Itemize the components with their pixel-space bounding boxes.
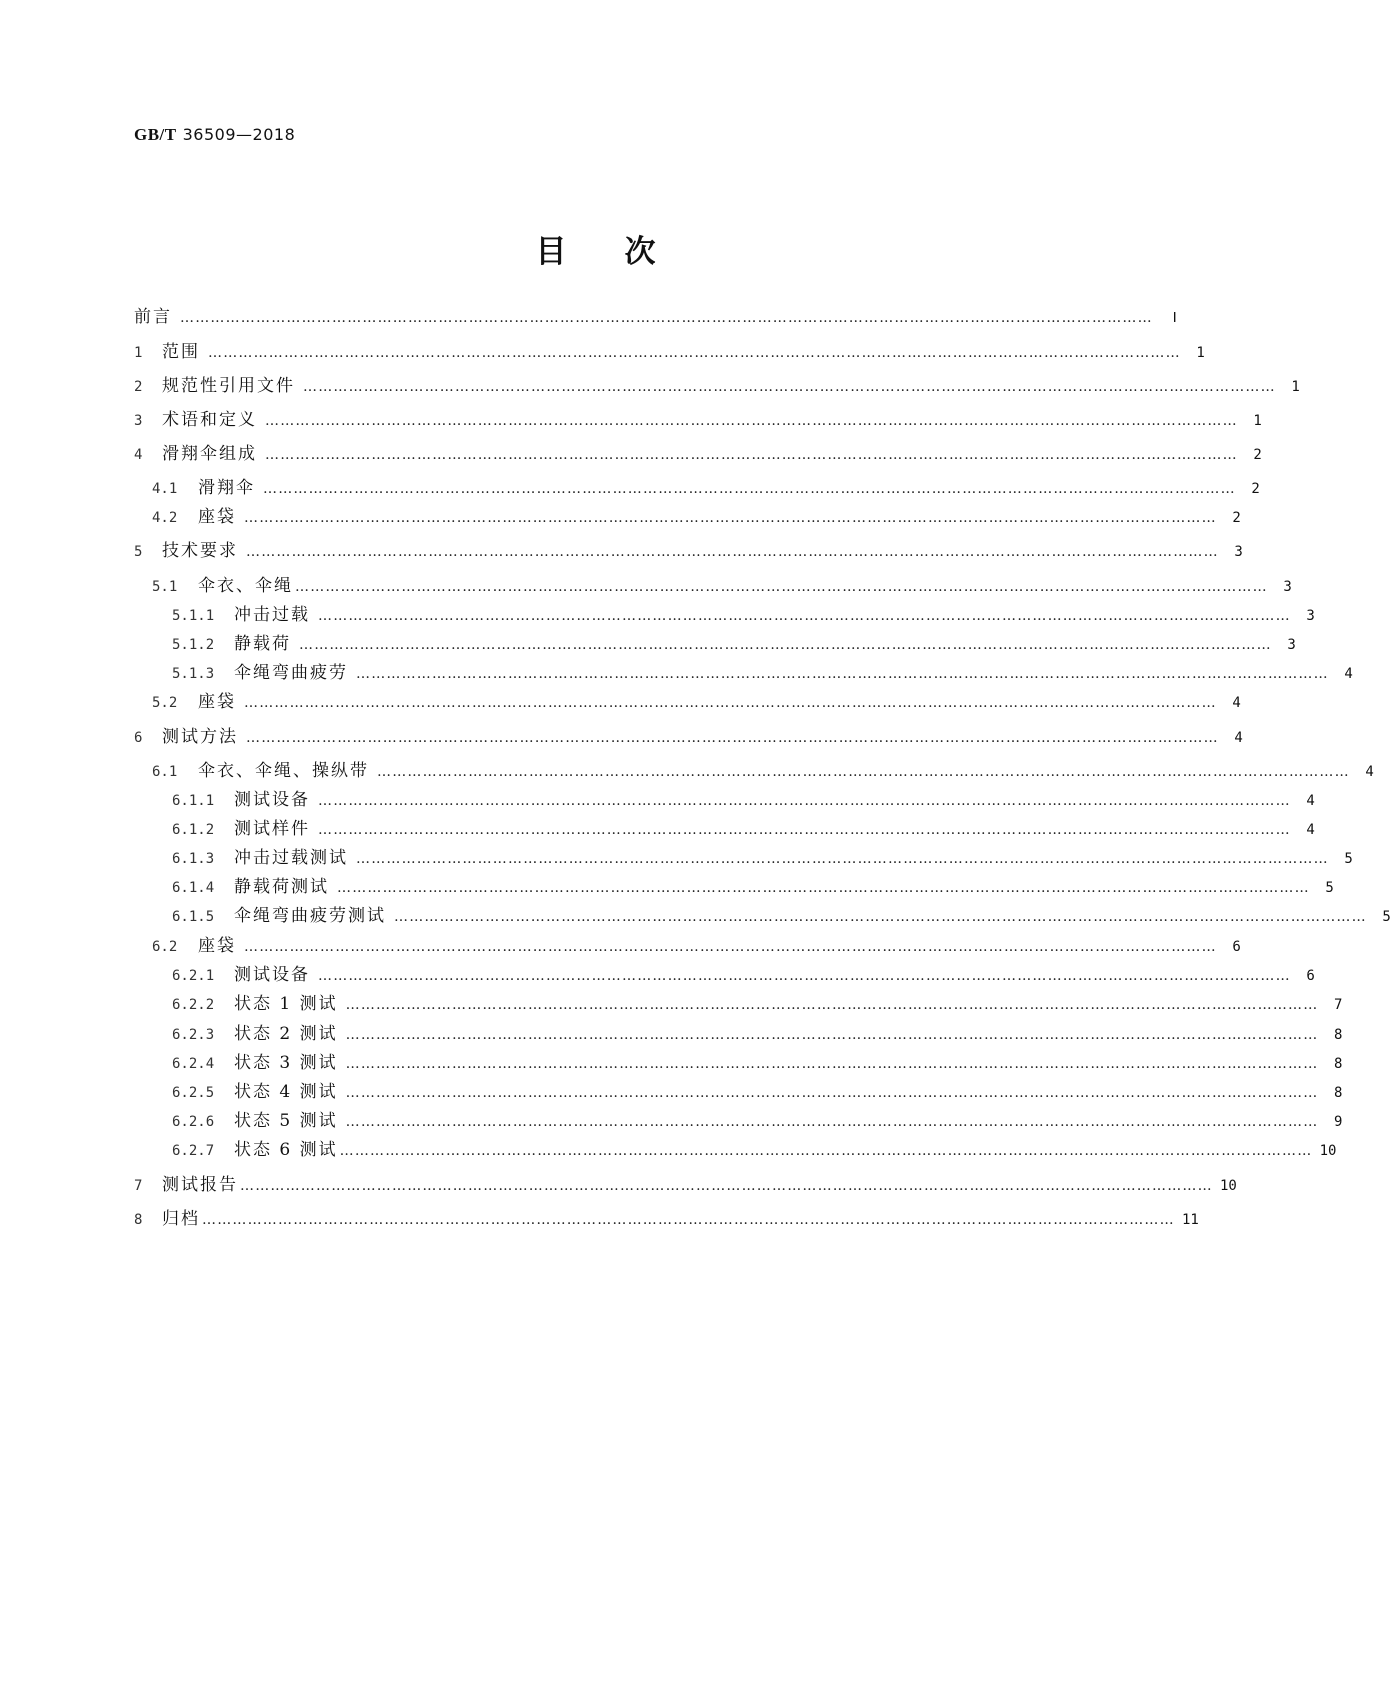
toc-entry-number: 4 (134, 447, 143, 463)
toc-entry-page: 10 (1219, 1178, 1237, 1194)
toc-entry-number: 6.2.6 (172, 1114, 215, 1130)
toc-entry-6-1-3[interactable] (134, 846, 1353, 870)
toc-leader-dots: ………………………………………………………………………………………………………………………………………………………………………… (345, 1114, 1319, 1130)
document-code-prefix: GB/T (134, 125, 177, 144)
toc-entry-label: 归档 (162, 1209, 200, 1229)
toc-entry-label: 技术要求 (162, 541, 238, 561)
toc-entry-number: 3 (134, 413, 143, 429)
toc-entry-6-2-6[interactable] (134, 1109, 1343, 1133)
toc-entry-6-2-3[interactable] (134, 1022, 1343, 1046)
toc-entry-label: 规范性引用文件 (162, 376, 295, 396)
toc-entry-number: 6.2.3 (172, 1027, 215, 1043)
toc-leader-dots: ………………………………………………………………………………………………………………………………………………………………………… (339, 1143, 1313, 1159)
toc-entry-number: 1 (134, 345, 143, 361)
toc-entry-label: 测试方法 (162, 727, 238, 747)
toc-entry-page: Ⅰ (1172, 310, 1177, 326)
toc-entry-page: 4 (1234, 730, 1243, 746)
toc-entry-page: 6 (1306, 968, 1315, 984)
toc-entry-label: 座袋 (198, 692, 236, 712)
toc-entry-page: 10 (1319, 1143, 1337, 1159)
toc-leader-dots: ………………………………………………………………………………………………………………………………………………………………………… (318, 822, 1291, 838)
toc-entry-number: 5.1 (152, 579, 178, 595)
toc-entry-label: 状态 3 测试 (234, 1053, 338, 1073)
toc-entry-page: 8 (1334, 1085, 1343, 1101)
toc-entry-page: 1 (1291, 379, 1300, 395)
toc-entry-page: 7 (1334, 997, 1343, 1013)
toc-entry-label: 滑翔伞组成 (162, 444, 257, 464)
toc-entry-number: 6.1 (152, 764, 178, 780)
toc-leader-dots: ………………………………………………………………………………………………………………………………………………………………………… (244, 510, 1217, 526)
toc-entry-label: 测试样件 (234, 819, 310, 839)
toc-entry-5-1-3[interactable] (134, 661, 1353, 685)
toc-entry-page: 11 (1181, 1212, 1199, 1228)
toc-entry-label: 伞绳弯曲疲劳 (234, 663, 348, 683)
toc-entry-6[interactable] (134, 725, 1243, 749)
toc-entry-number: 5 (134, 544, 143, 560)
toc-entry-6-2-7[interactable] (134, 1138, 1337, 1162)
toc-entry-number: 6.1.5 (172, 909, 215, 925)
toc-leader-dots: ………………………………………………………………………………………………………………………………………………………………………… (356, 666, 1329, 682)
toc-entry-number: 5.1.2 (172, 637, 215, 653)
toc-leader-dots: ………………………………………………………………………………………………………………………………………………………………………… (345, 1027, 1319, 1043)
toc-entry-page: 6 (1232, 939, 1241, 955)
toc-entry-number: 6.2 (152, 939, 178, 955)
toc-entry-page: 9 (1334, 1114, 1343, 1130)
toc-entry-label: 座袋 (198, 936, 236, 956)
toc-entry-label: 静载荷 (234, 634, 291, 654)
toc-leader-dots: ………………………………………………………………………………………………………………………………………………………………………… (240, 1178, 1213, 1194)
toc-leader-dots: ………………………………………………………………………………………………………………………………………………………………………… (394, 909, 1367, 925)
toc-entry-number: 6.1.1 (172, 793, 215, 809)
toc-entry-label: 座袋 (198, 507, 236, 527)
toc-entry-label: 测试报告 (162, 1175, 238, 1195)
toc-entry-6-2[interactable] (134, 934, 1241, 958)
toc-entry-label: 状态 1 测试 (234, 994, 338, 1014)
toc-entry-label: 测试设备 (234, 790, 310, 810)
toc-entry-page: 8 (1334, 1027, 1343, 1043)
toc-leader-dots: ………………………………………………………………………………………………………………………………………………………………………… (202, 1212, 1175, 1228)
toc-entry-number: 4.2 (152, 510, 178, 526)
toc-entry-number: 5.1.3 (172, 666, 215, 682)
toc-entry-6-1-2[interactable] (134, 817, 1315, 841)
toc-entry-page: 2 (1253, 447, 1262, 463)
toc-entry-label: 状态 2 测试 (234, 1024, 338, 1044)
toc-entry-label: 静载荷测试 (234, 877, 329, 897)
toc-entry-6-2-4[interactable] (134, 1051, 1343, 1075)
toc-entry-number: 5.1.1 (172, 608, 215, 624)
toc-leader-dots: ………………………………………………………………………………………………………………………………………………………………………… (377, 764, 1350, 780)
toc-entry-5[interactable] (134, 539, 1243, 563)
toc-entry-number: 6.2.4 (172, 1056, 215, 1072)
toc-entry-label: 状态 4 测试 (234, 1082, 338, 1102)
toc-entry-number: 6.1.3 (172, 851, 215, 867)
toc-entry-6-2-5[interactable] (134, 1080, 1343, 1104)
toc-entry-label: 伞衣、伞绳 (198, 576, 293, 596)
toc-entry-4-1[interactable] (134, 476, 1260, 500)
toc-entry-label: 伞衣、伞绳、操纵带 (198, 761, 369, 781)
toc-entry-number: 6.1.4 (172, 880, 215, 896)
toc-entry-number: 2 (134, 379, 143, 395)
toc-leader-dots: ………………………………………………………………………………………………………………………………………………………………………… (345, 997, 1319, 1013)
toc-entry-number: 6.2.5 (172, 1085, 215, 1101)
toc-leader-dots: ………………………………………………………………………………………………………………………………………………………………………… (356, 851, 1329, 867)
toc-entry-6-2-1[interactable] (134, 963, 1315, 987)
toc-leader-dots: ………………………………………………………………………………………………………………………………………………………………………… (345, 1085, 1319, 1101)
toc-entry-number: 6.2.2 (172, 997, 215, 1013)
document-code (134, 125, 295, 145)
toc-entry-page: 4 (1306, 822, 1315, 838)
toc-entry-label: 冲击过载 (234, 605, 310, 625)
toc-entry-page: 5 (1325, 880, 1334, 896)
toc-leader-dots: ………………………………………………………………………………………………………………………………………………………………………… (244, 939, 1217, 955)
toc-entry-6-1[interactable] (134, 759, 1374, 783)
toc-entry-4-2[interactable] (134, 505, 1241, 529)
toc-entry-page: 4 (1232, 695, 1241, 711)
toc-entry-page: 5 (1344, 851, 1353, 867)
toc-entry-number: 6.1.2 (172, 822, 215, 838)
toc-entry-8[interactable] (134, 1207, 1199, 1231)
toc-leader-dots: ………………………………………………………………………………………………………………………………………………………………………… (263, 481, 1236, 497)
toc-entry-1[interactable] (134, 340, 1205, 364)
toc-leader-dots: ………………………………………………………………………………………………………………………………………………………………………… (303, 379, 1276, 395)
toc-leader-dots: ………………………………………………………………………………………………………………………………………………………………………… (265, 447, 1238, 463)
toc-leader-dots: ………………………………………………………………………………………………………………………………………………………………………… (345, 1056, 1319, 1072)
toc-entry-label: 状态 5 测试 (234, 1111, 338, 1131)
toc-entry-5-1-2[interactable] (134, 632, 1296, 656)
toc-entry-page: 4 (1306, 793, 1315, 809)
toc-entry-page: 8 (1334, 1056, 1343, 1072)
toc-entry-label: 范围 (162, 342, 200, 362)
toc-entry-6-1-4[interactable] (134, 875, 1334, 899)
toc-entry-label: 术语和定义 (162, 410, 257, 430)
toc-leader-dots: ………………………………………………………………………………………………………………………………………………………………………… (265, 413, 1238, 429)
toc-leader-dots: ………………………………………………………………………………………………………………………………………………………………………… (180, 310, 1153, 326)
document-code-number: 36509—2018 (182, 125, 296, 144)
toc-entry-2[interactable] (134, 374, 1300, 398)
toc-entry-6-2-2[interactable] (134, 992, 1343, 1016)
toc-leader-dots: ………………………………………………………………………………………………………………………………………………………………………… (208, 345, 1181, 361)
toc-leader-dots: ………………………………………………………………………………………………………………………………………………………………………… (318, 968, 1291, 984)
toc-leader-dots: ………………………………………………………………………………………………………………………………………………………………………… (246, 730, 1219, 746)
toc-entry-3[interactable] (134, 408, 1262, 432)
page-title: 目次 (535, 234, 714, 270)
toc-entry-label: 伞绳弯曲疲劳测试 (234, 906, 386, 926)
toc-entry-page: 3 (1234, 544, 1243, 560)
toc-entry-label: 滑翔伞 (198, 478, 255, 498)
toc-entry-page: 2 (1232, 510, 1241, 526)
toc-entry-label: 冲击过载测试 (234, 848, 348, 868)
toc-entry-label: 测试设备 (234, 965, 310, 985)
toc-entry-number: 6.2.7 (172, 1143, 215, 1159)
toc-entry-page: 3 (1287, 637, 1296, 653)
toc-entry-7[interactable] (134, 1173, 1237, 1197)
toc-entry-number: 7 (134, 1178, 143, 1194)
toc-entry-number: 6.2.1 (172, 968, 215, 984)
toc-leader-dots: ………………………………………………………………………………………………………………………………………………………………………… (244, 695, 1217, 711)
toc-leader-dots: ………………………………………………………………………………………………………………………………………………………………………… (246, 544, 1219, 560)
toc-entry-page: 1 (1253, 413, 1262, 429)
toc-entry-5-1[interactable] (134, 574, 1292, 598)
toc-entry-page: 5 (1382, 909, 1391, 925)
toc-entry-label: 前言 (134, 307, 172, 327)
toc-entry-page: 3 (1283, 579, 1292, 595)
toc-entry-4[interactable] (134, 442, 1262, 466)
toc-leader-dots: ………………………………………………………………………………………………………………………………………………………………………… (318, 608, 1291, 624)
toc-entry-6-1-1[interactable] (134, 788, 1315, 812)
toc-entry-page: 3 (1306, 608, 1315, 624)
toc-leader-dots: ………………………………………………………………………………………………………………………………………………………………………… (318, 793, 1291, 809)
toc-entry-page: 2 (1251, 481, 1260, 497)
toc-entry-page: 1 (1196, 345, 1205, 361)
toc-entry-label: 状态 6 测试 (234, 1140, 338, 1160)
toc-entry-5-1-1[interactable] (134, 603, 1315, 627)
toc-entry-6-1-5[interactable] (134, 904, 1391, 928)
toc-entry-number: 8 (134, 1212, 143, 1228)
toc-entry-number: 6 (134, 730, 143, 746)
toc-entry-5-2[interactable] (134, 690, 1241, 714)
toc-entry-foreword[interactable] (134, 305, 1177, 329)
toc-entry-number: 5.2 (152, 695, 178, 711)
toc-leader-dots: ………………………………………………………………………………………………………………………………………………………………………… (299, 637, 1272, 653)
toc-entry-page: 4 (1365, 764, 1374, 780)
toc-entry-number: 4.1 (152, 481, 178, 497)
toc-leader-dots: ………………………………………………………………………………………………………………………………………………………………………… (337, 880, 1310, 896)
toc-leader-dots: ………………………………………………………………………………………………………………………………………………………………………… (295, 579, 1268, 595)
toc-entry-page: 4 (1344, 666, 1353, 682)
